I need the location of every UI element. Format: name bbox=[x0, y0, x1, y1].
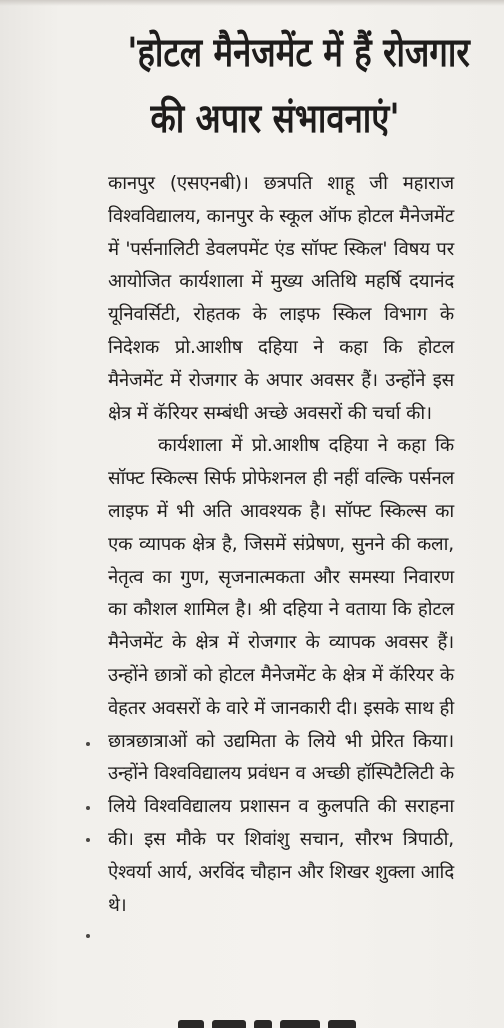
headline-line-2: की अपार संभावनाएं' bbox=[150, 96, 400, 142]
gutter-dot bbox=[86, 742, 90, 746]
article-paragraph-1: कानपुर (एसएनबी)। छत्रपति शाहू जी महाराज विश्वविद्यालय, कानपुर के स्कूल ऑफ होटल मैनेजमेंट में 'पर्सनालिटी डेवलपमेंट एंड सॉफ्ट स्किल' विषय पर आयोजित कार्यशाला में मुख्य अतिथि महर्षि दयानंद यूनिवर्सिटी, रोहतक के लाइफ स्किल विभाग के निदेशक प्रो.आशीष दहिया ने कहा कि होटल मैनेजमेंट में रोजगार के अपार अवसर हैं। उन्होंने इस क्षेत्र में कॅरियर सम्बंधी अच्छे अवसरों की चर्चा की। bbox=[108, 173, 454, 424]
headline bbox=[127, 20, 470, 152]
article-body bbox=[108, 168, 454, 922]
gutter-dot bbox=[86, 934, 90, 938]
gutter-dot bbox=[86, 806, 90, 810]
gutter-dot bbox=[86, 838, 90, 842]
cut-off-text-fragment bbox=[178, 1020, 388, 1028]
page-edge bbox=[0, 0, 504, 6]
headline-line-1: 'होटल मैनेजमेंट में हैं रोजगार bbox=[127, 30, 470, 76]
article-paragraph-2: कार्यशाला में प्रो.आशीष दहिया ने कहा कि सॉफ्ट स्किल्स सिर्फ प्रोफेशनल ही नहीं वल्कि पर्सनल लाइफ में भी अति आवश्यक है। सॉफ्ट स्किल्स का एक व्यापक क्षेत्र है, जिसमें संप्रेषण, सुनने की कला, नेतृत्व का गुण, सृजनात्मकता और समस्या निवारण का कौशल शामिल है। श्री दहिया ने वताया कि होटल मैनेजमेंट के क्षेत्र में रोजगार के व्यापक अवसर हैं। उन्होंने छात्रों को होटल मैनेजमेंट के क्षेत्र में कॅरियर के वेहतर अवसरों के वारे में जानकारी दी। इसके साथ ही छात्रछात्राओं को उद्यमिता के लिये भी प्रेरित किया। उन्होंने विश्वविद्यालय प्रवंधन व अच्छी हॉस्पिटैलिटी के लिये विश्वविद्यालय प्रशासन व कुलपति की सराहना की। इस मौके पर शिवांशु सचान, सौरभ त्रिपाठी, ऐश्वर्या आर्य, अरविंद चौहान और शिखर शुक्ला आदि थे। bbox=[108, 435, 454, 916]
